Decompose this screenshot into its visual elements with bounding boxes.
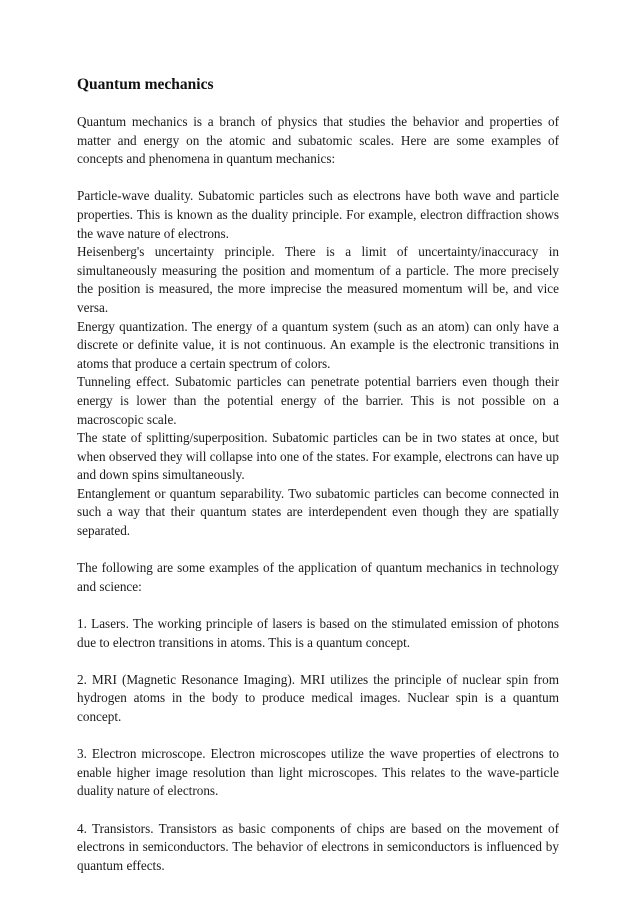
spacer — [77, 541, 559, 560]
application-mri: 2. MRI (Magnetic Resonance Imaging). MRI utilizes the principle of nuclear spin from hydrogen atoms in the body to produce medical images. Nuclear spin is a quantum concept. — [77, 671, 559, 724]
spacer — [77, 801, 559, 820]
concepts-list — [77, 187, 559, 540]
concept-particle-wave-duality: Particle-wave duality. Subatomic particles such as electrons have both wave and particle properties. This is known as the duality principle. For example, electron diffraction shows the wave nature of electrons. — [77, 188, 559, 241]
document-title: Quantum mechanics — [77, 76, 214, 93]
intro-paragraph: Quantum mechanics is a branch of physics that studies the behavior and properties of matter and energy on the atomic and subatomic scales. Here are some examples of concepts and phenomena in quantum mechanics: — [77, 114, 559, 167]
application-electron-microscope: 3. Electron microscope. Electron microscopes utilize the wave properties of electrons to enable higher image resolution than light microscopes. This relates to the wave-particle duality nature of electrons. — [77, 746, 559, 799]
application-transistors: 4. Transistors. Transistors as basic components of chips are based on the movement of electrons in semiconductors. The behavior of electrons in semiconductors is influenced by quantum effects. — [77, 820, 559, 873]
application-lasers: 1. Lasers. The working principle of lasers is based on the stimulated emission of photons due to electron transitions in atoms. This is a quantum concept. — [77, 616, 559, 650]
spacer — [77, 727, 559, 746]
spacer — [77, 169, 559, 188]
spacer — [77, 652, 559, 671]
concept-uncertainty-principle: Heisenberg's uncertainty principle. There is a limit of uncertainty/inaccuracy in simultaneously measuring the position and momentum of a particle. The more precisely the position is measured, the more imprecise the measured momentum will be, and vice versa. — [77, 244, 559, 315]
applications-list — [77, 615, 559, 875]
concept-superposition: The state of splitting/superposition. Subatomic particles can be in two states at once, but when observed they will collapse into one of the states. For example, electrons can have up and down spins simultaneously. — [77, 430, 559, 483]
spacer — [77, 596, 559, 615]
applications-intro-paragraph: The following are some examples of the application of quantum mechanics in technology and science: — [77, 560, 559, 594]
concept-entanglement: Entanglement or quantum separability. Two subatomic particles can become connected in such a way that their quantum states are interdependent even though they are spatially separated. — [77, 485, 559, 539]
concept-energy-quantization: Energy quantization. The energy of a quantum system (such as an atom) can only have a discrete or definite value, it is not continuous. An example is the electronic transitions in atoms that produce a certain spectrum of colors. — [77, 318, 559, 371]
document-page — [77, 74, 559, 875]
concept-tunneling-effect: Tunneling effect. Subatomic particles can penetrate potential barriers even though their energy is lower than the potential energy of the barrier. This is not possible on a macroscopic scale. — [77, 374, 559, 427]
